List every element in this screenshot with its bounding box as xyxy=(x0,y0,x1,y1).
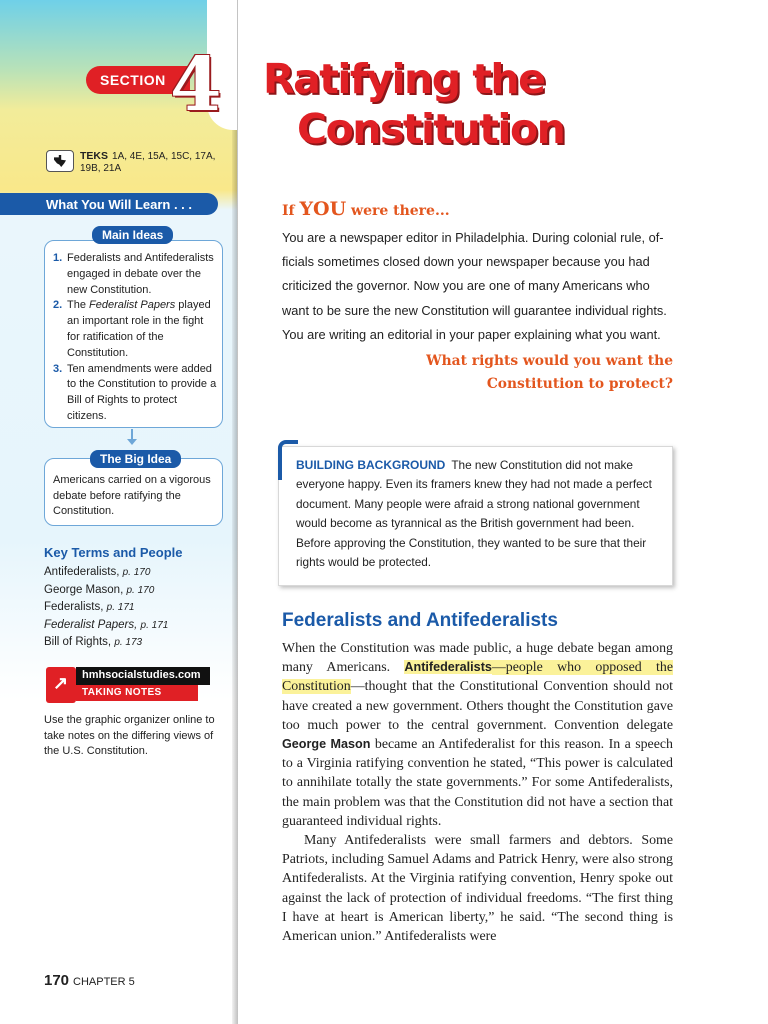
texas-map-icon xyxy=(46,150,74,172)
teks-label: TEKS xyxy=(80,150,109,162)
key-term-item[interactable] xyxy=(44,634,234,652)
main-idea-text: Federalists and Antifederalists engaged in debate over the new Constitution. xyxy=(67,252,214,296)
building-background-text xyxy=(296,456,658,572)
title-line-1: Ratifying the xyxy=(263,55,545,103)
page-number: 170 xyxy=(44,972,70,989)
taking-notes-label: TAKING NOTES xyxy=(76,685,198,701)
teks-codes xyxy=(80,150,216,175)
big-idea-box xyxy=(44,458,223,526)
building-background-label: BUILDING BACKGROUND xyxy=(296,458,446,472)
key-term-item[interactable] xyxy=(44,564,234,582)
main-idea-text: Ten amendments were added to the Constitution to provide a Bill of Rights to protect citizens. xyxy=(67,362,217,422)
external-link-icon xyxy=(46,667,76,703)
main-idea-item xyxy=(53,251,219,298)
paragraph: Many Antifederalists were small farmers and debtors. Some Patriots, including Samuel Adams and Patrick Henry, were also strong Antifederalists. At the Virginia ratifying convention, Henry spoke out against the lack of protection of individual freedoms. “The first thing I have at heart is American liberty,” he said. “The second thing is American union.” Antifederalists were xyxy=(282,833,673,945)
sidebar-edge-shadow xyxy=(232,0,238,1024)
main-ideas-title: Main Ideas xyxy=(92,226,173,244)
what-you-will-learn-header: What You Will Learn . . . xyxy=(0,193,218,215)
page-title xyxy=(263,54,683,154)
web-link-badge[interactable] xyxy=(46,667,208,703)
main-idea-item xyxy=(53,362,219,425)
key-term-page: p. 170 xyxy=(126,584,155,596)
main-idea-item xyxy=(53,298,219,361)
key-terms-section xyxy=(44,545,234,652)
if-you-were-there-body: You are a newspaper editor in Philadelphia. During colonial rule, officials sometimes closed down your newspaper because you had criticized the governor. Now you are one of many Americans who want to be sure the new Constitution will guarantee individual rights. You are writing an editorial in your paper explaining what you want. xyxy=(282,230,667,342)
arrow-down-icon xyxy=(127,439,137,445)
main-ideas-list xyxy=(53,251,219,425)
heading-rest: were there... xyxy=(346,203,450,219)
main-idea-number: 2. xyxy=(53,299,63,312)
key-terms-list xyxy=(44,564,234,652)
web-url[interactable]: hmhsocialstudies.com xyxy=(76,667,210,685)
title-line-2: Constitution xyxy=(297,105,565,153)
page-footer xyxy=(44,972,135,989)
big-idea-title: The Big Idea xyxy=(90,450,181,468)
heading-if: If xyxy=(282,203,300,219)
key-term: Bill of Rights, xyxy=(44,636,115,648)
main-ideas-box xyxy=(44,240,223,428)
section-heading: Federalists and Antifederalists xyxy=(282,610,558,631)
teks-code-list: 1A, 4E, 15A, 15C, 17A, 19B, 21A xyxy=(80,151,216,174)
main-idea-italic: Federalist Papers xyxy=(89,299,176,312)
main-idea-number: 3. xyxy=(53,362,63,375)
key-term-item[interactable] xyxy=(44,599,234,617)
web-caption: Use the graphic organizer online to take notes on the differing views of the U.S. Constitution. xyxy=(44,714,215,757)
building-background-accent xyxy=(278,440,298,480)
key-term-george-mason: George Mason xyxy=(282,737,371,752)
key-term-page: p. 171 xyxy=(106,602,135,613)
body-text: —thought that the Constitutional Convention should not have created a new government. Others thought the Constitution gave too much power to the central government. Convention delegate xyxy=(282,679,673,733)
main-idea-text: played an important role in the fight for ratification of the Constitution. xyxy=(67,299,211,359)
key-term-item[interactable] xyxy=(44,617,234,635)
building-background-body: The new Constitution did not make everyone happy. Even its framers knew they had not made a perfect document. Many people were afraid a strong national government would become as tyrannical as the British government had been. Before approving the Constitution, they wanted to be sure that their rights would be protected. xyxy=(296,458,652,570)
key-term-page: p. 173 xyxy=(114,637,143,648)
key-term-item[interactable] xyxy=(44,582,234,600)
body-text: When the Constitution was made public, a huge debate began among many Americans. xyxy=(282,641,673,676)
if-you-were-there-heading xyxy=(282,198,450,220)
key-term: George Mason, xyxy=(44,583,127,596)
key-term: Federalist Papers, xyxy=(44,618,141,631)
main-idea-number: 1. xyxy=(53,252,63,264)
term-definition: —people who opposed the Constitution xyxy=(282,660,673,695)
if-you-were-there-question xyxy=(400,350,673,396)
heading-you: YOU xyxy=(299,198,347,220)
question-line-1: What rights would you want the xyxy=(426,353,673,369)
key-term-page: p. 171 xyxy=(140,619,169,631)
key-term-page: p. 170 xyxy=(122,567,151,578)
section-number: 4 xyxy=(170,42,222,128)
paragraph xyxy=(282,639,673,831)
key-term: Antifederalists, xyxy=(44,566,123,578)
question-line-2: Constitution to protect? xyxy=(486,376,673,392)
chapter-label: CHAPTER 5 xyxy=(73,976,135,988)
section-label: SECTION xyxy=(100,72,166,88)
body-text: became an Antifederalist for this reason. In a speech to a Virginia ratifying convention he stated, “This power is calculated to annihilate totally the state governments.” For some Antifederalists, the main problem was that the Constitution did not have a section that guaranteed individual rights. xyxy=(282,737,673,829)
key-term: Federalists, xyxy=(44,601,107,613)
key-term-antifederalists: Antifederalists xyxy=(404,660,492,675)
main-idea-text: The xyxy=(67,299,90,312)
key-terms-title: Key Terms and People xyxy=(44,545,183,560)
section-body xyxy=(282,639,673,946)
big-idea-text: Americans carried on a vigorous debate before ratifying the Constitution. xyxy=(53,474,211,517)
